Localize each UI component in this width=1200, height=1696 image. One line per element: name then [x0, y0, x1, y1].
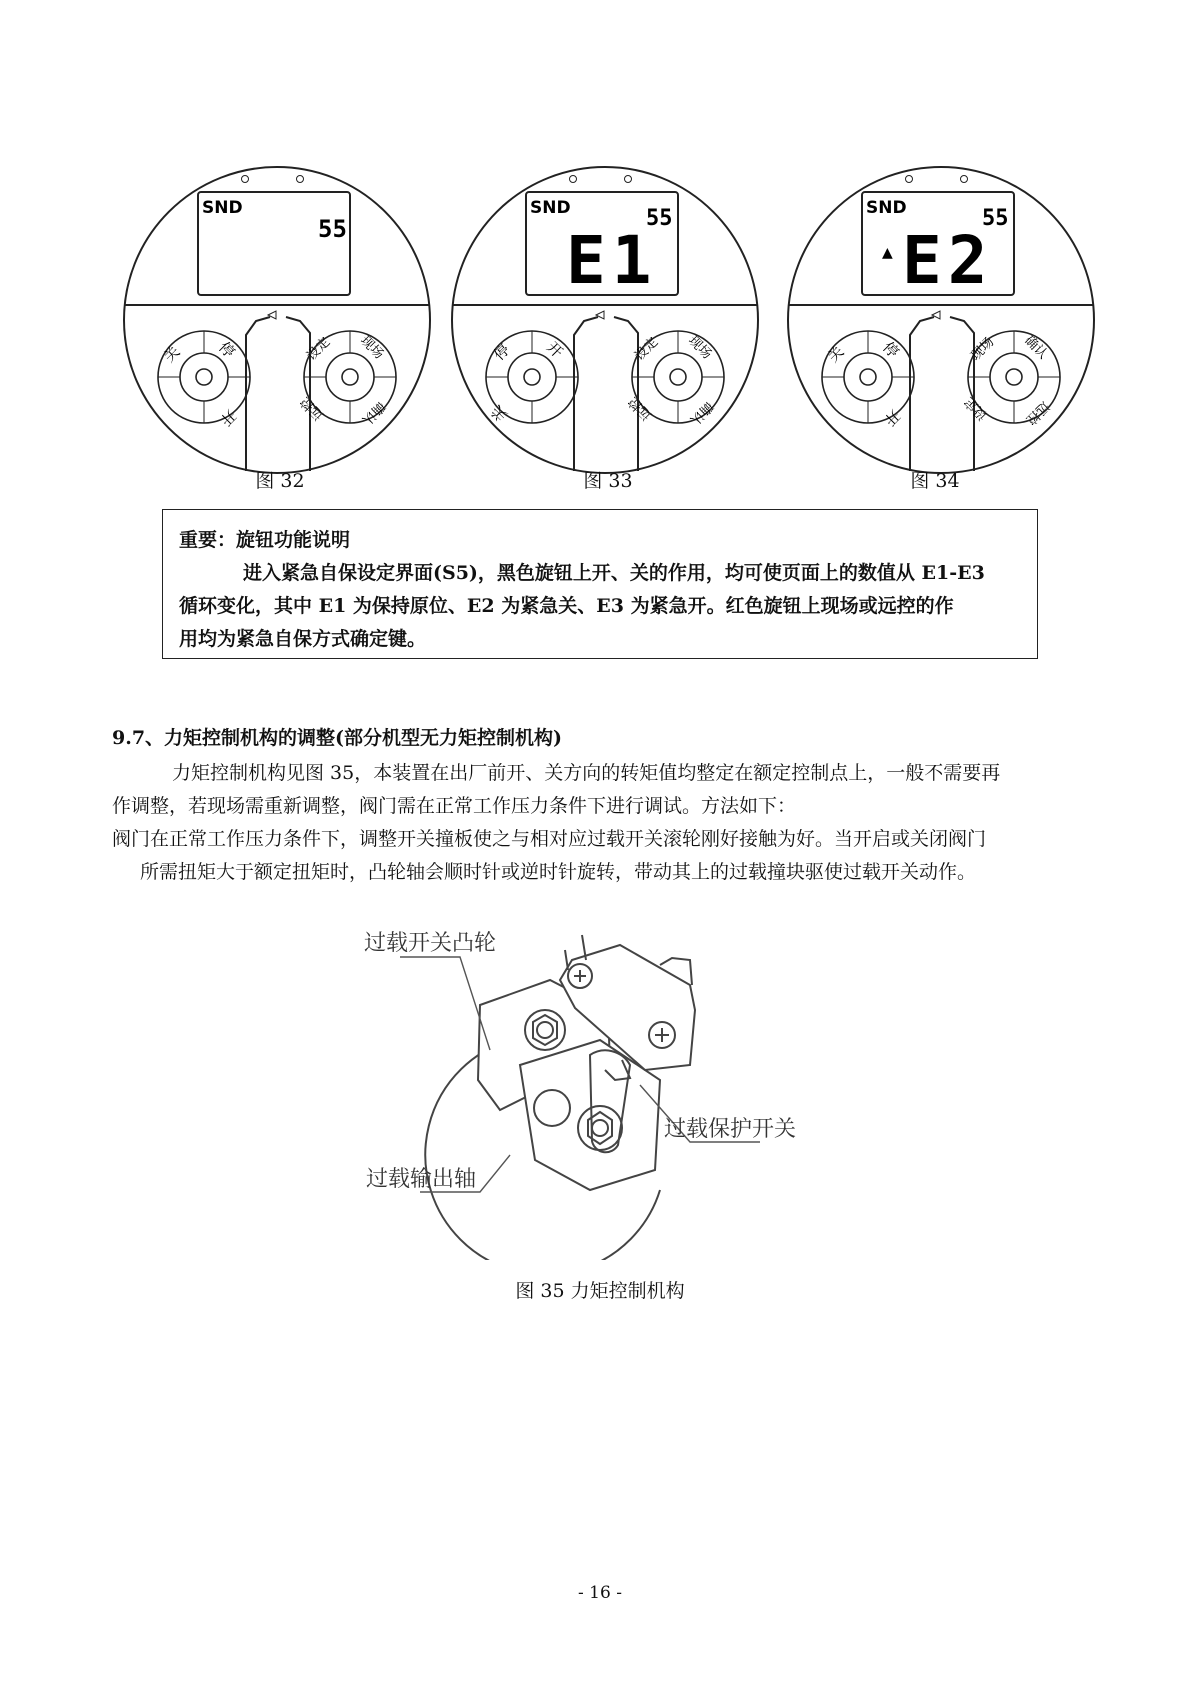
- knob-label: 设定: [961, 393, 991, 423]
- knob-label: 停: [215, 338, 239, 362]
- knob-label: 关: [160, 342, 184, 366]
- figure-32: [118, 165, 436, 475]
- page-number: - 16 -: [578, 1583, 622, 1603]
- figure-35-diagram: [360, 930, 846, 1260]
- figure-33: [446, 165, 764, 475]
- knob-label: 停: [490, 340, 514, 364]
- lcd-label: SND: [202, 198, 243, 218]
- knob-label: 确认: [358, 398, 388, 428]
- knob-label: 设定: [304, 334, 334, 364]
- knob-label: 现场: [357, 333, 387, 363]
- knob-label: 确认: [1021, 333, 1051, 363]
- lcd-sub: 55: [982, 206, 1009, 231]
- knob-label: 开: [543, 338, 567, 362]
- paragraph-line: 阀门在正常工作压力条件下，调整开关撞板使之与相对应过载开关滚轮刚好接触为好。当开启或关闭阀门: [112, 828, 987, 850]
- important-notice: [162, 509, 1038, 659]
- knob-label: 开: [216, 406, 240, 430]
- knob-label: 开: [880, 406, 904, 430]
- knob-label: 关: [487, 401, 511, 425]
- knob-label: 关: [824, 342, 848, 366]
- section-heading: 9.7、力矩控制机构的调整(部分机型无力矩控制机构): [112, 727, 563, 749]
- figure-caption: 图 35 力矩控制机构: [515, 1280, 685, 1302]
- figure-34: [782, 165, 1100, 475]
- knob-label: 现场: [685, 333, 715, 363]
- lcd-marker: ▲: [882, 245, 893, 261]
- label-cam: 过载开关凸轮: [364, 931, 497, 956]
- knob-label: 现场: [968, 334, 998, 364]
- label-shaft: 过载输出轴: [366, 1167, 477, 1192]
- lcd-value: E2: [902, 222, 994, 299]
- lcd-value: E1: [566, 222, 658, 299]
- label-switch: 过载保护开关: [664, 1117, 797, 1142]
- knob-label: 确认: [686, 398, 716, 428]
- notice-title: 重要：旋钮功能说明: [179, 529, 351, 551]
- knob-label: 停: [879, 338, 903, 362]
- notice-line: 进入紧急自保设定界面(S5)，黑色旋钮上开、关的作用，均可使页面上的数值从 E1-E3: [243, 562, 985, 584]
- lcd-label: SND: [866, 198, 907, 218]
- figure-caption: 图 32: [255, 470, 305, 492]
- lcd-label: SND: [530, 198, 571, 218]
- notice-line: 用均为紧急自保方式确定键。: [179, 628, 427, 650]
- notice-line: 循环变化，其中 E1 为保持原位、E2 为紧急关、E3 为紧急开。红色旋钮上现场或远控的作: [179, 595, 954, 617]
- knob-label: 远控: [1022, 398, 1052, 428]
- lcd-sub: 55: [318, 215, 347, 243]
- figure-caption: 图 33: [583, 470, 633, 492]
- figure-caption: 图 34: [910, 470, 960, 492]
- knob-label: 设定: [632, 334, 662, 364]
- paragraph-line: 所需扭矩大于额定扭矩时，凸轮轴会顺时针或逆时针旋转，带动其上的过载撞块驱使过载开关动作。: [140, 861, 977, 883]
- knob-label: 远控: [297, 393, 327, 423]
- knob-label: 远控: [625, 393, 655, 423]
- lcd-sub: 55: [646, 206, 673, 231]
- paragraph-line: 力矩控制机构见图 35，本装置在出厂前开、关方向的转矩值均整定在额定控制点上，一般不需要再: [172, 762, 1001, 784]
- paragraph-line: 作调整，若现场需重新调整，阀门需在正常工作压力条件下进行调试。方法如下：: [112, 795, 797, 817]
